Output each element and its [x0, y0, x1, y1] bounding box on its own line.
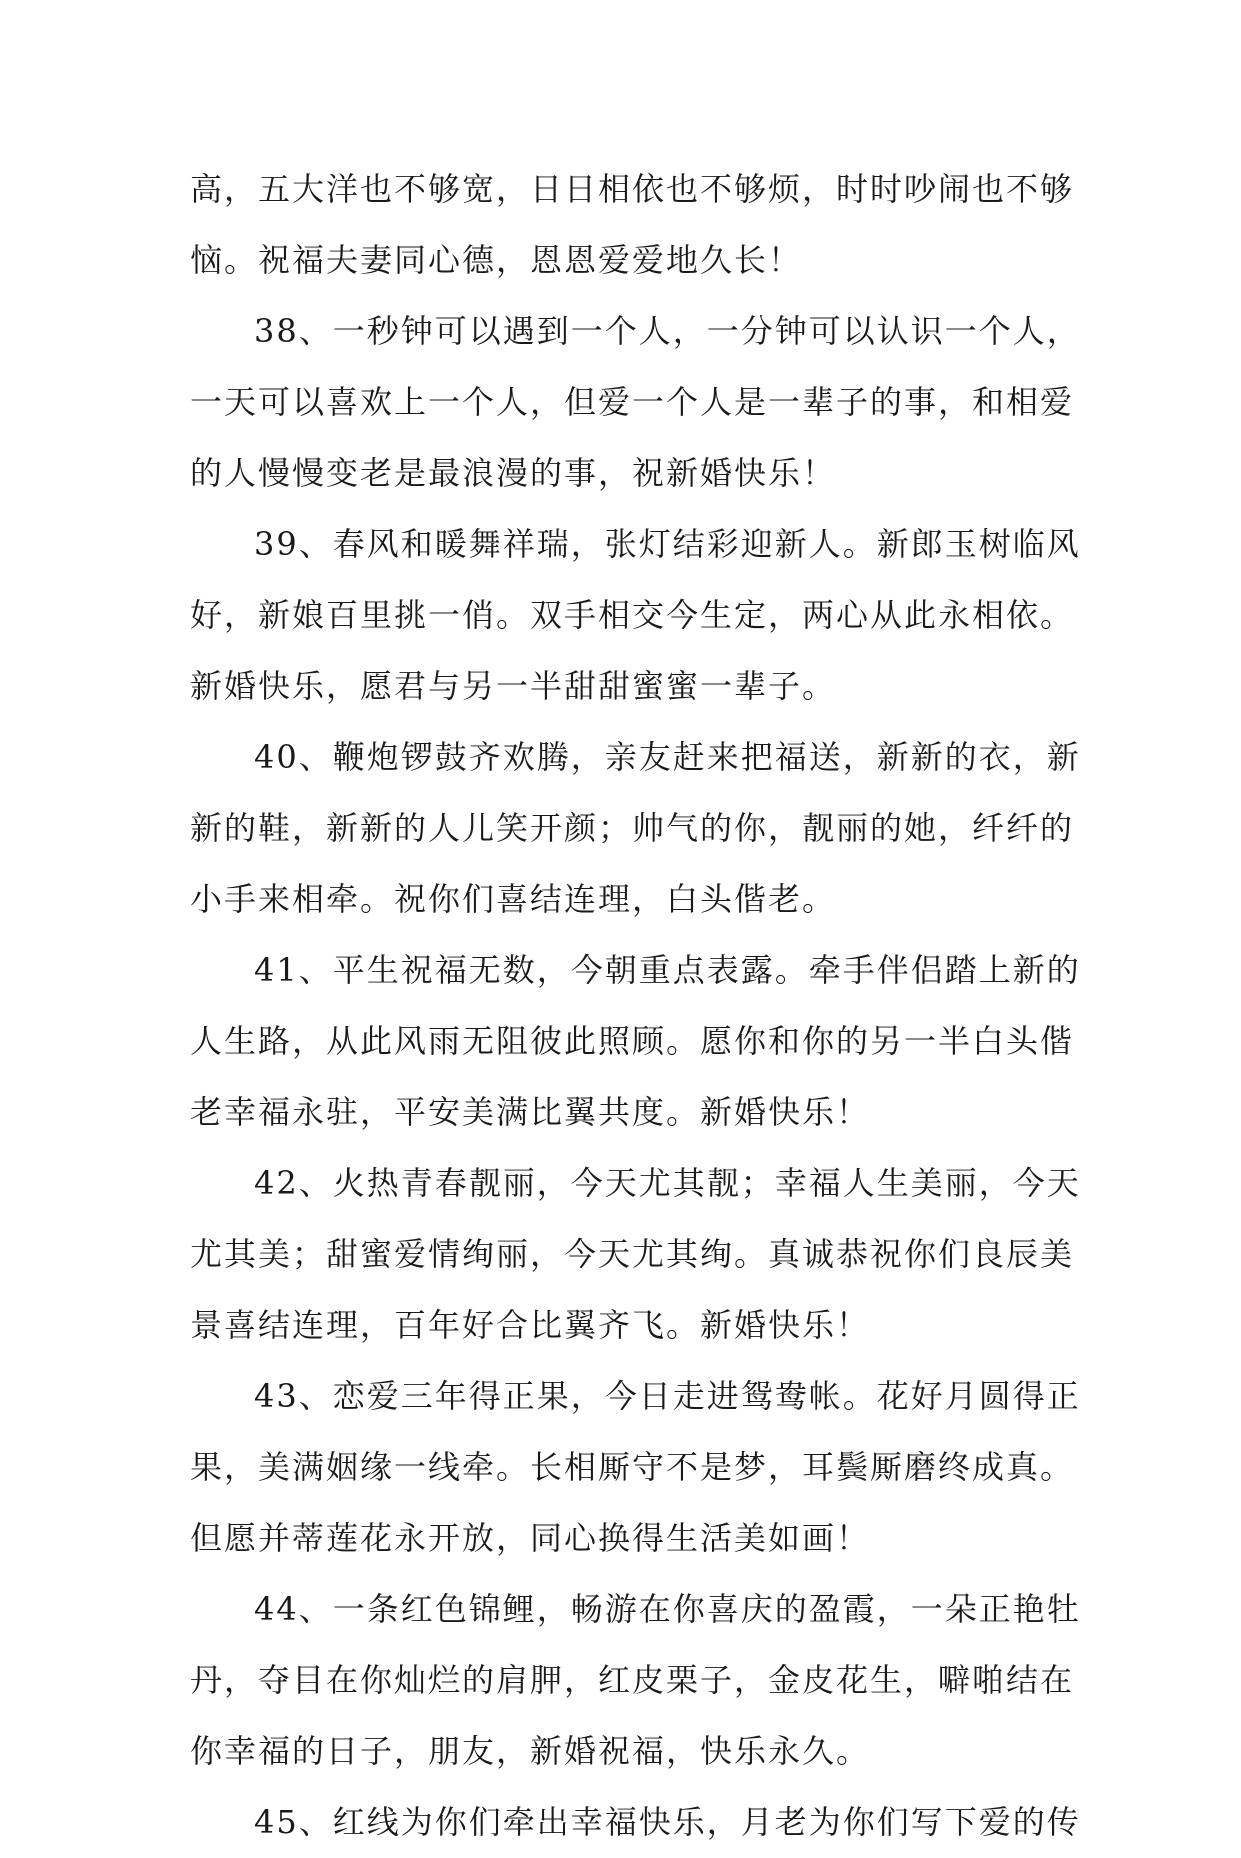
text-line: 人生路，从此风雨无阻彼此照顾。愿你和你的另一半白头偕 [190, 1022, 1075, 1060]
text-line: 丹，夺目在你灿烂的肩胛，红皮栗子，金皮花生，噼啪结在 [190, 1661, 1075, 1699]
paragraph-39 [190, 509, 1081, 722]
text-line: 小手来相牵。祝你们喜结连理，白头偕老。 [190, 880, 837, 918]
text-line: 高，五大洋也不够宽，日日相依也不够烦，时时吵闹也不够 [190, 170, 1075, 208]
text-line: 39、春风和暖舞祥瑞，张灯结彩迎新人。新郎玉树临风 [254, 525, 1081, 563]
text-line: 44、一条红色锦鲤，畅游在你喜庆的盈霞，一朵正艳牡 [254, 1590, 1081, 1628]
document-body [190, 154, 1081, 1858]
text-line: 新的鞋，新新的人儿笑开颜；帅气的你，靓丽的她，纤纤的 [190, 809, 1075, 847]
paragraph-37-continuation [190, 154, 1075, 296]
paragraph-44 [190, 1574, 1081, 1787]
paragraph-38 [190, 296, 1081, 509]
text-line: 41、平生祝福无数，今朝重点表露。牵手伴侣踏上新的 [254, 951, 1081, 989]
text-line: 42、火热青春靓丽，今天尤其靓；幸福人生美丽，今天 [254, 1164, 1081, 1202]
text-line: 38、一秒钟可以遇到一个人，一分钟可以认识一个人， [254, 312, 1081, 350]
text-line: 尤其美；甜蜜爱情绚丽，今天尤其绚。真诚恭祝你们良辰美 [190, 1235, 1075, 1273]
text-line: 景喜结连理，百年好合比翼齐飞。新婚快乐！ [190, 1306, 871, 1344]
paragraph-42 [190, 1148, 1081, 1361]
text-line: 老幸福永驻，平安美满比翼共度。新婚快乐！ [190, 1093, 871, 1131]
paragraph-40 [190, 722, 1081, 935]
text-line: 一天可以喜欢上一个人，但爱一个人是一辈子的事，和相爱 [190, 383, 1075, 421]
text-line: 新婚快乐，愿君与另一半甜甜蜜蜜一辈子。 [190, 667, 837, 705]
paragraph-45 [190, 1787, 1081, 1858]
text-line: 的人慢慢变老是最浪漫的事，祝新婚快乐！ [190, 454, 837, 492]
paragraph-43 [190, 1361, 1081, 1574]
text-line: 好，新娘百里挑一俏。双手相交今生定，两心从此永相依。 [190, 596, 1075, 634]
text-line: 40、鞭炮锣鼓齐欢腾，亲友赶来把福送，新新的衣，新 [254, 738, 1081, 776]
text-line: 但愿并蒂莲花永开放，同心换得生活美如画！ [190, 1519, 871, 1557]
paragraph-41 [190, 935, 1081, 1148]
text-line: 43、恋爱三年得正果，今日走进鸳鸯帐。花好月圆得正 [254, 1377, 1081, 1415]
text-line: 你幸福的日子，朋友，新婚祝福，快乐永久。 [190, 1732, 871, 1770]
text-line: 45、红线为你们牵出幸福快乐，月老为你们写下爱的传 [254, 1803, 1081, 1841]
text-line: 恼。祝福夫妻同心德，恩恩爱爱地久长！ [190, 241, 803, 279]
text-line: 果，美满姻缘一线牵。长相厮守不是梦，耳鬓厮磨终成真。 [190, 1448, 1075, 1486]
